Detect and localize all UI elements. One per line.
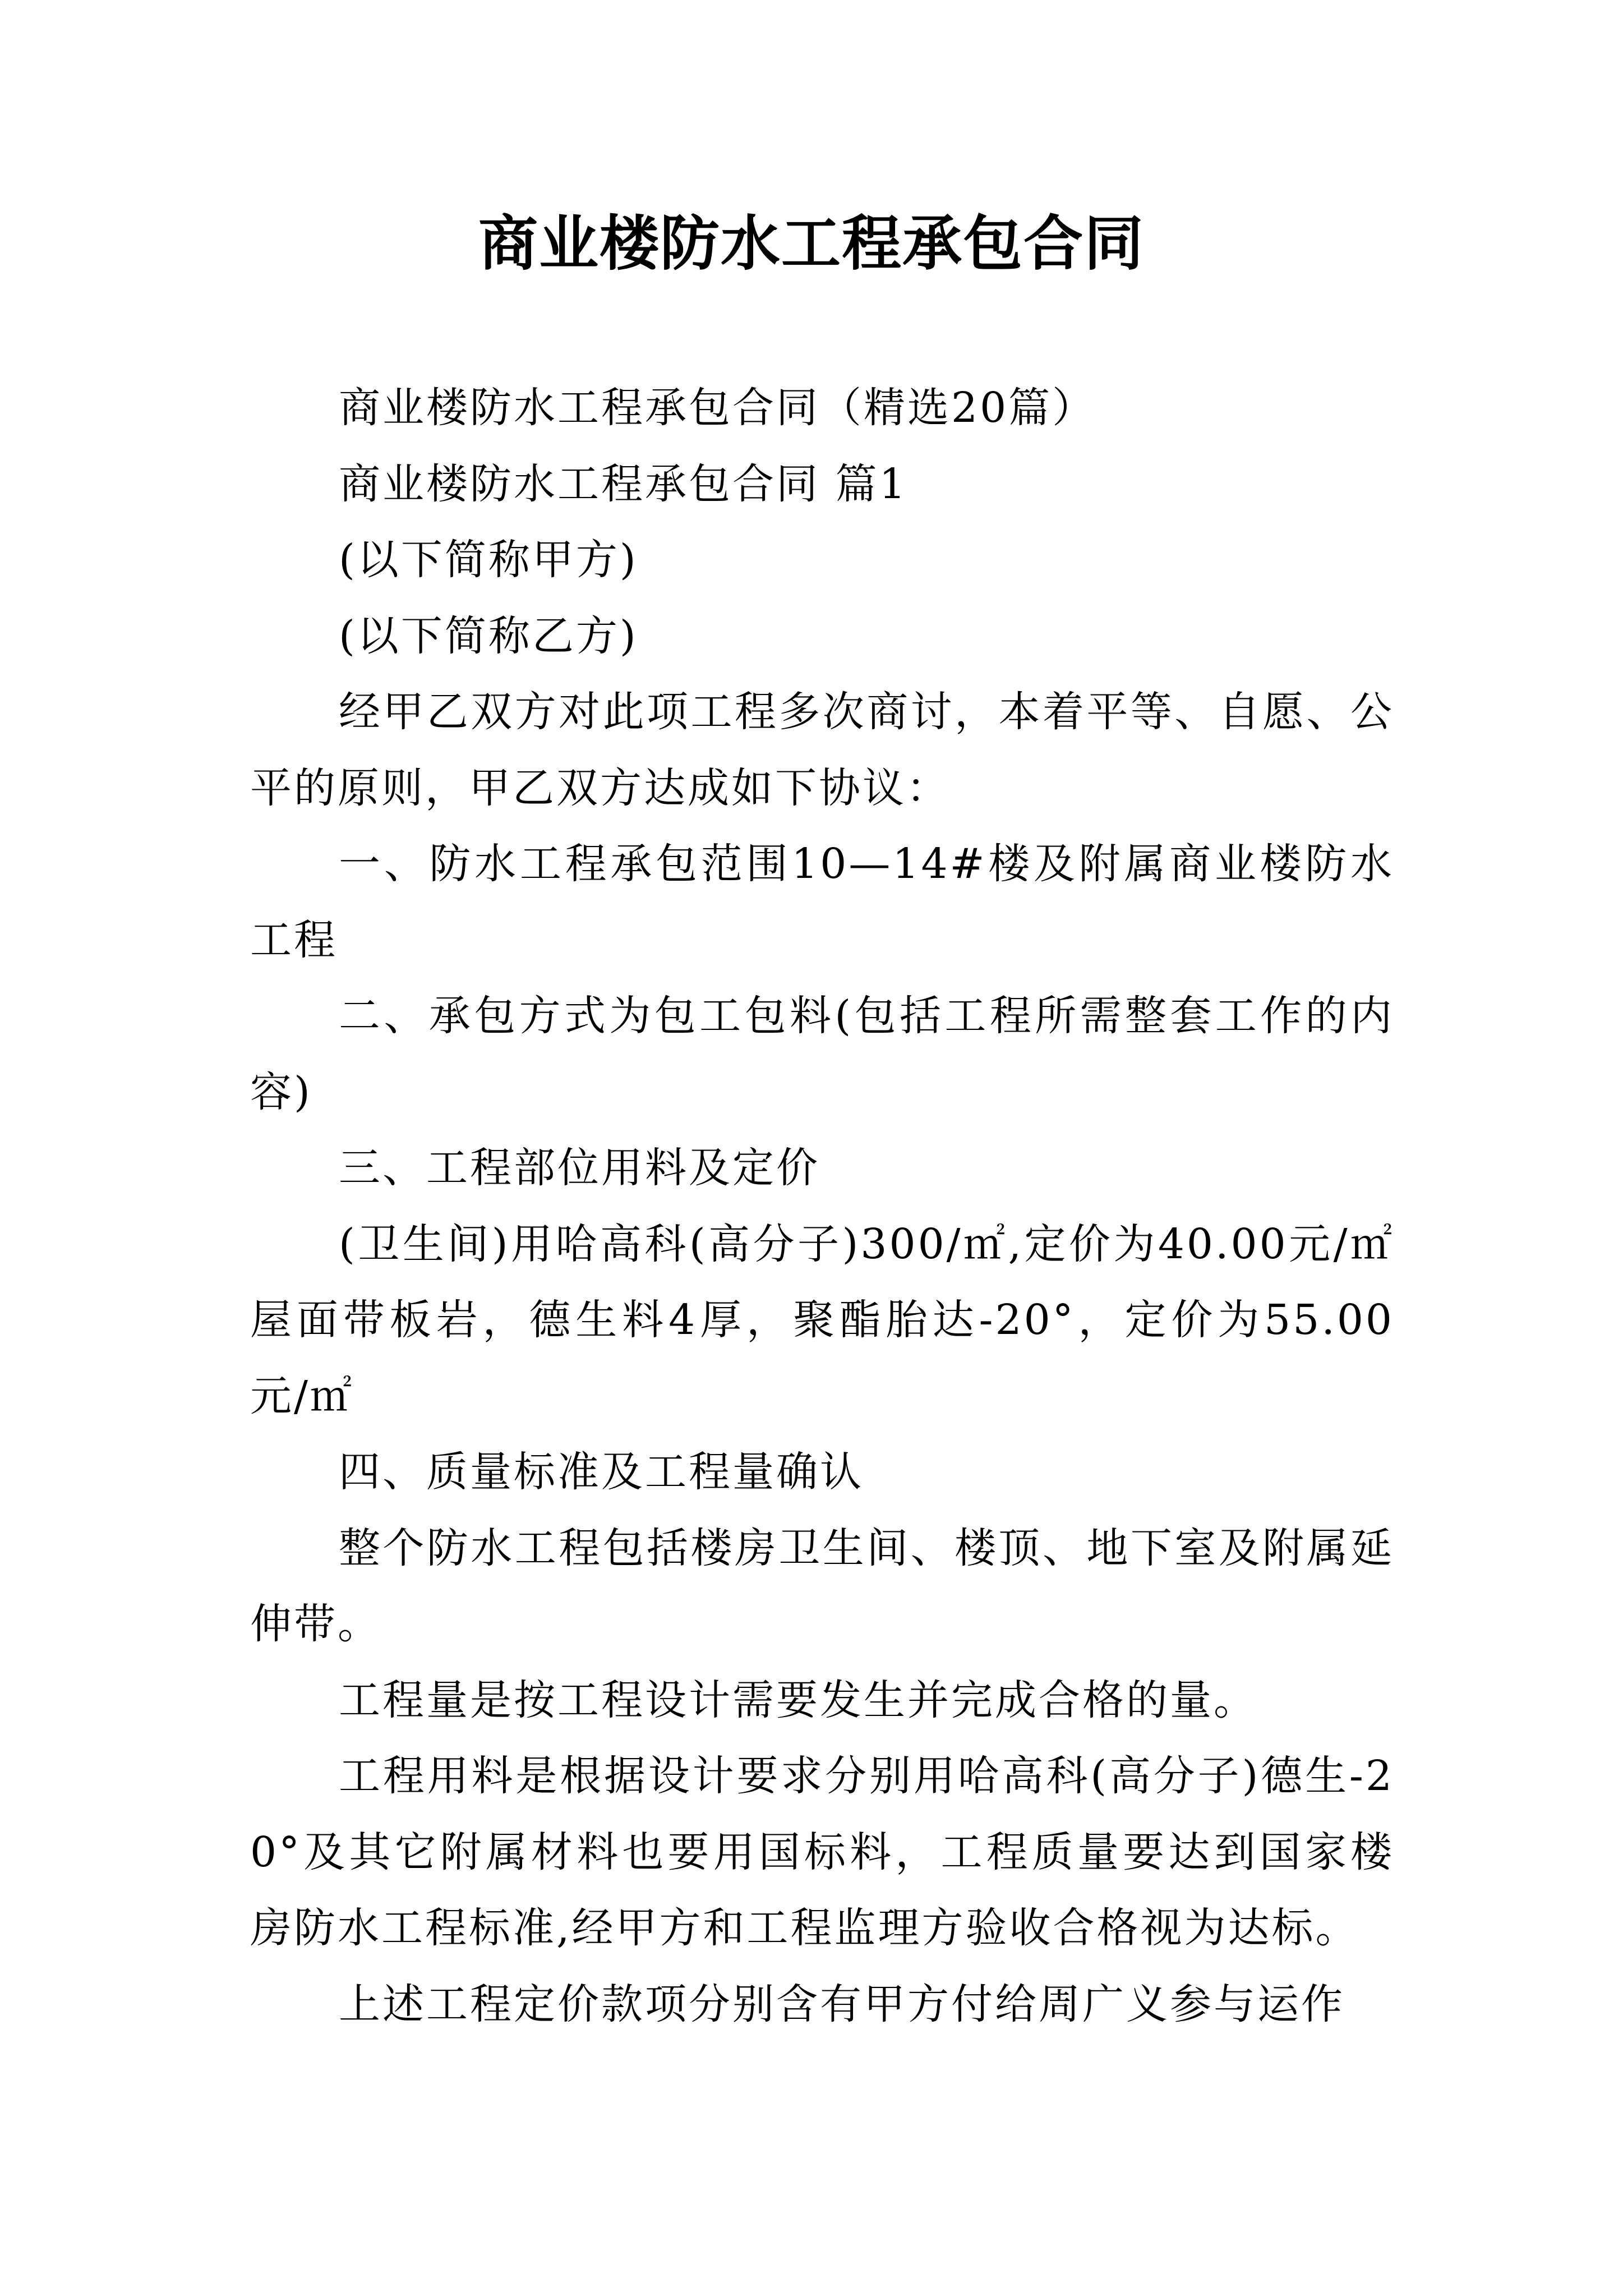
paragraph-quantity: 工程量是按工程设计需要发生并完成合格的量。	[339, 1676, 1257, 1724]
paragraph-party-b: (以下简称乙方)	[339, 611, 638, 660]
paragraph-clause-2: 二、承包方式为包工包料(包括工程所需整套工作的内容)	[250, 992, 1394, 1116]
paragraph-section-heading: 商业楼防水工程承包合同 篇1	[339, 459, 908, 508]
paragraph-pricing: (卫生间)用哈高科(高分子)300/㎡,定价为40.00元/㎡屋面带板岩，德生料4厚，聚酯胎达-20°，定价为55.00元/㎡	[250, 1220, 1394, 1420]
paragraph-scope: 整个防水工程包括楼房卫生间、楼顶、地下室及附属延伸带。	[250, 1524, 1394, 1648]
paragraph-clause-4: 四、质量标准及工程量确认	[339, 1448, 864, 1496]
paragraph-payment: 上述工程定价款项分别含有甲方付给周广义参与运作	[339, 1980, 1345, 2028]
paragraph-intro: 商业楼防水工程承包合同（精选20篇）	[339, 384, 1096, 432]
paragraph-agreement: 经甲乙双方对此项工程多次商讨，本着平等、自愿、公平的原则，甲乙双方达成如下协议：	[250, 688, 1394, 812]
paragraph-materials: 工程用料是根据设计要求分别用哈高科(高分子)德生-20°及其它附属材料也要用国标料，工程质量要达到国家楼房防水工程标准,经甲方和工程监理方验收合格视为达标。	[250, 1752, 1394, 1952]
paragraph-party-a: (以下简称甲方)	[339, 536, 638, 584]
document-body	[250, 370, 1394, 2042]
document-title: 商业楼防水工程承包合同	[478, 209, 1145, 278]
paragraph-clause-3: 三、工程部位用料及定价	[339, 1144, 820, 1192]
paragraph-clause-1: 一、防水工程承包范围10—14#楼及附属商业楼防水工程	[250, 840, 1394, 964]
